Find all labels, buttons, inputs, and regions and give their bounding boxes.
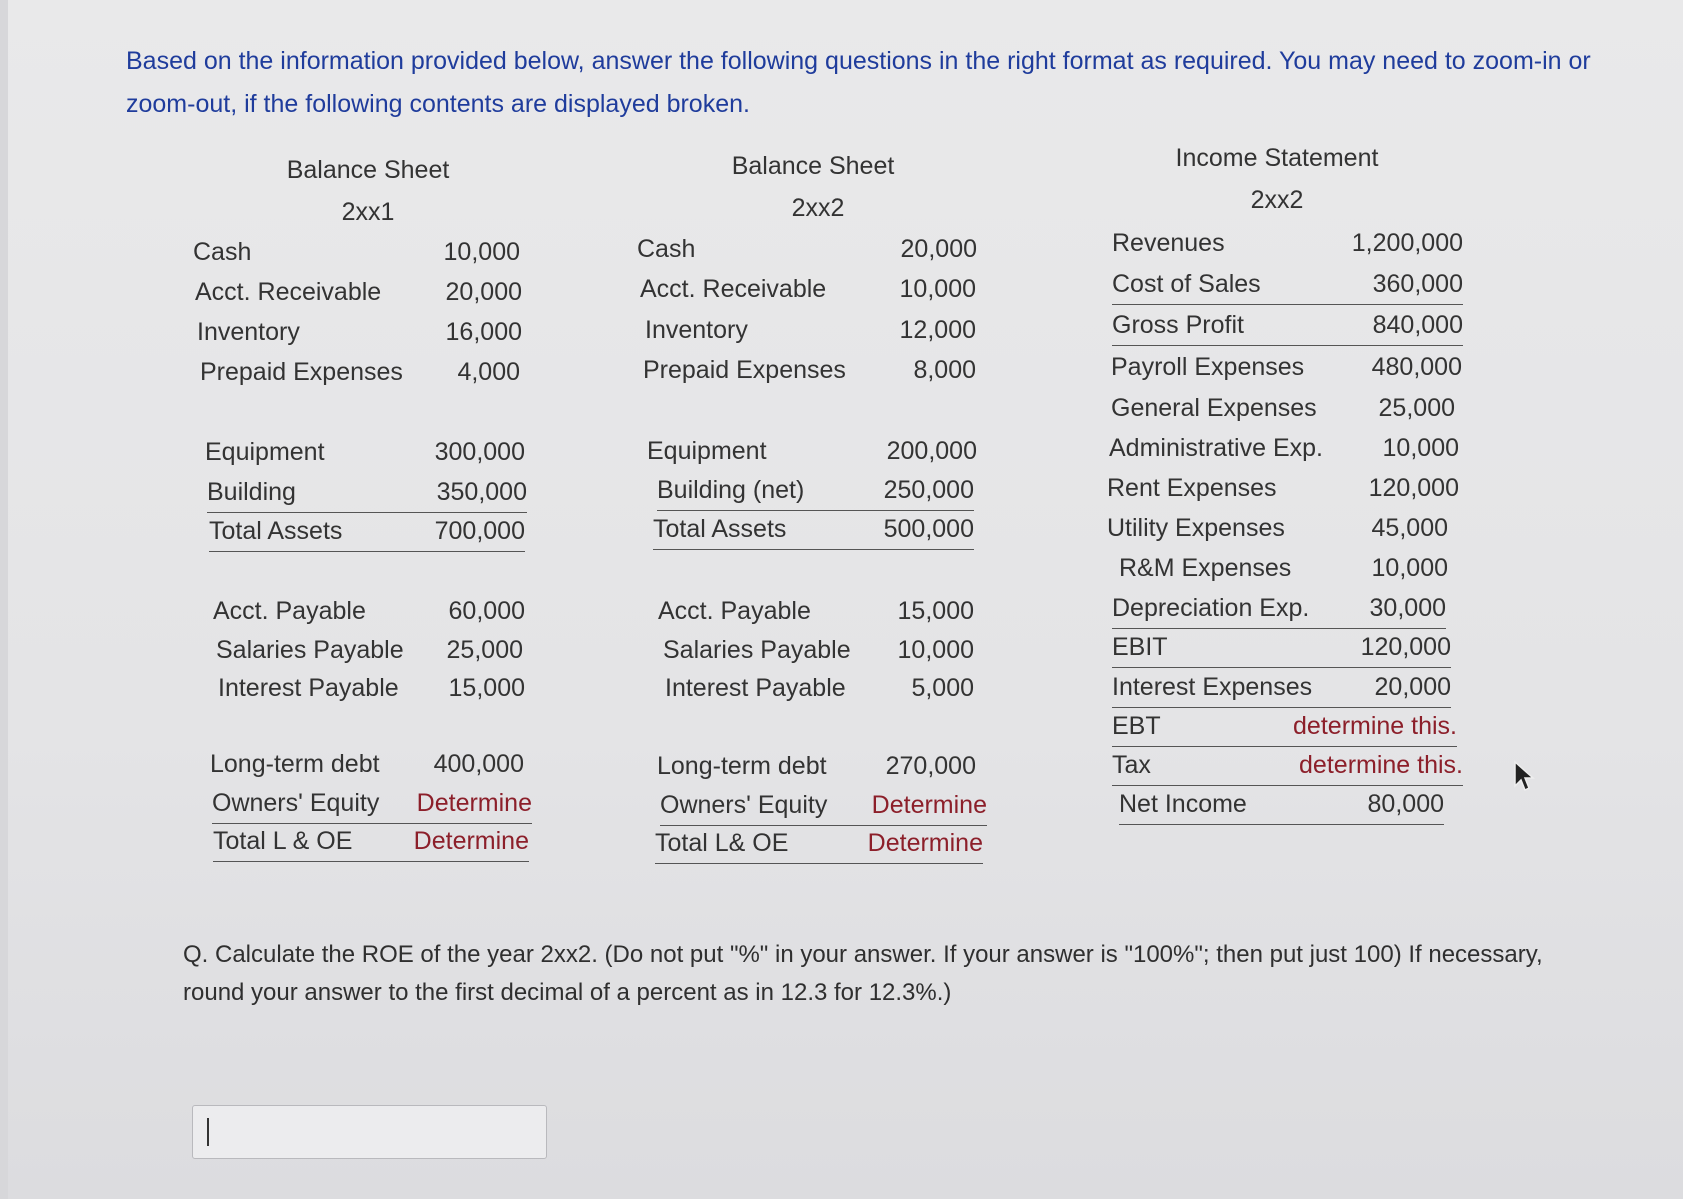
- bs1-row-ar: Acct. Receivable 20,000: [195, 278, 522, 306]
- bs1-row-interest: Interest Payable 15,000: [218, 674, 525, 702]
- bs2-year: 2xx2: [791, 194, 845, 222]
- screen-edge: [0, 0, 8, 1199]
- bs1-row-salaries: Salaries Payable 25,000: [216, 636, 523, 664]
- bs2-row-interest: Interest Payable 5,000: [665, 674, 974, 702]
- is-row-depreciation: Depreciation Exp. 30,000: [1112, 594, 1446, 629]
- bs1-row-prepaid: Prepaid Expenses 4,000: [200, 358, 520, 386]
- bs2-row-cash: Cash 20,000: [637, 235, 977, 263]
- bs2-row-prepaid: Prepaid Expenses 8,000: [643, 356, 976, 384]
- is-title: Income Statement: [1175, 144, 1379, 172]
- is-row-administrative: Administrative Exp. 10,000: [1109, 434, 1459, 462]
- is-row-payroll: Payroll Expenses 480,000: [1111, 353, 1462, 381]
- bs2-row-ap: Acct. Payable 15,000: [658, 597, 974, 625]
- bs1-year: 2xx1: [341, 198, 395, 226]
- bs1-row-equity: Owners' Equity Determine: [212, 789, 532, 824]
- is-row-tax: Tax determine this.: [1112, 751, 1463, 786]
- bs2-row-total-loe: Total L& OE Determine: [655, 829, 983, 864]
- bs1-row-building: Building 350,000: [207, 478, 527, 513]
- is-year: 2xx2: [1250, 186, 1304, 214]
- bs1-row-equipment: Equipment 300,000: [205, 438, 525, 466]
- intro-text: Based on the information provided below, answer the following questions in the right format as required. You may need to zoom-in or zoom-out, if the following contents are displayed broken.: [126, 47, 1591, 118]
- is-row-interest: Interest Expenses 20,000: [1112, 673, 1451, 708]
- bs1-row-inventory: Inventory 16,000: [197, 318, 522, 346]
- is-row-cost-of-sales: Cost of Sales 360,000: [1112, 270, 1463, 305]
- is-row-revenues: Revenues 1,200,000: [1112, 229, 1463, 257]
- text-caret: [207, 1118, 209, 1146]
- bs2-row-ltd: Long-term debt 270,000: [657, 752, 976, 780]
- is-row-gross-profit: Gross Profit 840,000: [1112, 311, 1463, 346]
- bs1-title: Balance Sheet: [286, 156, 450, 184]
- bs2-row-equity: Owners' Equity Determine: [660, 791, 987, 826]
- is-row-ebt: EBT determine this.: [1112, 712, 1457, 747]
- bs2-row-total-assets: Total Assets 500,000: [653, 515, 974, 550]
- bs1-row-total-assets: Total Assets 700,000: [209, 517, 525, 552]
- bs2-row-salaries: Salaries Payable 10,000: [663, 636, 974, 664]
- bs1-row-cash: Cash 10,000: [193, 238, 520, 266]
- bs2-row-equipment: Equipment 200,000: [647, 437, 977, 465]
- is-row-rm: R&M Expenses 10,000: [1119, 554, 1448, 582]
- bs2-title: Balance Sheet: [731, 152, 895, 180]
- bs2-row-ar: Acct. Receivable 10,000: [640, 275, 976, 303]
- bs2-row-building: Building (net) 250,000: [657, 476, 974, 511]
- is-row-general: General Expenses 25,000: [1111, 394, 1455, 422]
- is-row-rent: Rent Expenses 120,000: [1107, 474, 1459, 502]
- answer-input[interactable]: [192, 1105, 547, 1159]
- is-row-utility: Utility Expenses 45,000: [1107, 514, 1448, 542]
- is-row-net-income: Net Income 80,000: [1119, 790, 1444, 825]
- bs1-row-ap: Acct. Payable 60,000: [213, 597, 525, 625]
- mouse-pointer-icon: [1513, 760, 1535, 797]
- bs1-row-total-loe: Total L & OE Determine: [213, 827, 529, 862]
- bs1-row-ltd: Long-term debt 400,000: [210, 750, 524, 778]
- bs2-row-inventory: Inventory 12,000: [645, 316, 976, 344]
- is-row-ebit: EBIT 120,000: [1112, 633, 1451, 668]
- question-text: Q. Calculate the ROE of the year 2xx2. (Do not put "%" in your answer. If your answer is "100%"; then put just 100) If necessary, round your answer to the first decimal of a percent as in 12.3 for 12.3%.): [183, 941, 1543, 1006]
